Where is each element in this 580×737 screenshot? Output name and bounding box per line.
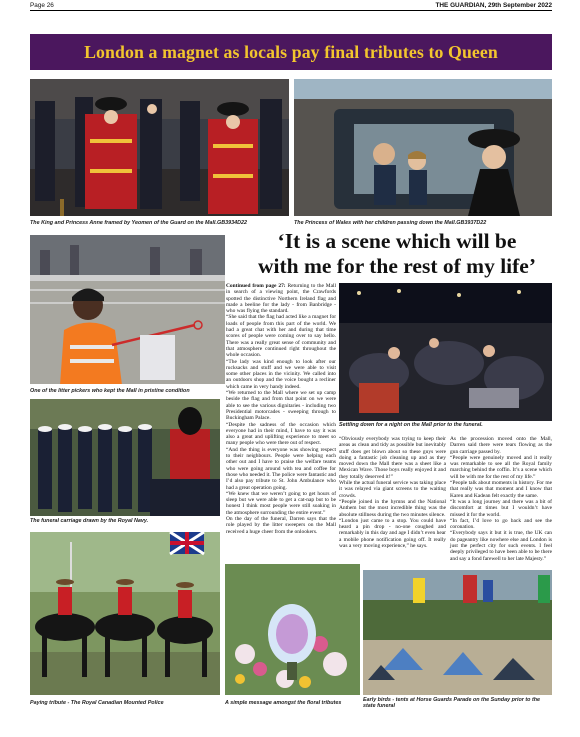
caption-night: Settling down for a night on the Mall prior to the funeral.: [339, 422, 483, 428]
article-paragraph: “She said that the flag had acted like a magnet for loads of people from this part of the world. We had a great chat with her and during that time scores of people were coming over to say hello. There was a really great sense of community and that atmosphere continued right throughout the whole occasion.: [226, 314, 336, 359]
article-headline: ‘It is a scene which will be with me for the rest of my life’: [257, 229, 537, 278]
article-paragraph: “London just came to a stop. You could have heard a pin drop - no-one coughed and remarkably in this day and age I didn’t even hear a mobile phone notification going off. It really was a very moving experience,” he says.: [339, 517, 446, 550]
article-column-3: [450, 436, 552, 562]
caption-navy: The funeral carriage drawn by the Royal Navy.: [30, 518, 149, 524]
article-paragraph: “Everybody says it but it is true, the UK can do pageantry like nowhere else and London is just the perfect city for such events. I feel deeply privileged to have been able to be there and say a fond farewell to her late Majesty.”: [450, 530, 552, 562]
caption-princess: The Princess of Wales with her children passing down the Mall.GB3937D22: [294, 220, 487, 226]
article-paragraph: Continued from page 27: Returning to the Mall in search of a viewing point, the Crawfords spotted the distinctive Northern Ireland flag and made a beeline for the lady - from Banbridge - who was flying the standard.: [226, 283, 336, 315]
article-column-1: [226, 283, 336, 535]
photo-yeomen: [30, 79, 289, 216]
photo-floral-message: [225, 564, 360, 695]
article-paragraph: “We knew that we weren’t going to get hours of sleep but we were able to get a cat-nap but to be honest I think most people were still soaking in the atmosphere surrounding the entire event.”: [226, 490, 336, 516]
photo-princess: [294, 79, 552, 216]
article-paragraph: “People were genuinely moved and it really was remarkable to see all the Royal family marching behind the coffin. It’s a scene which will be with me for the rest of my life.”: [450, 454, 552, 480]
photo-navy: [30, 399, 220, 516]
caption-yeomen: The King and Princess Anne framed by Yeomen of the Guard on the Mall.GB3934D22: [30, 220, 247, 226]
caption-tents: Early birds - tents at Horse Guards Parade on the Sunday prior to the state funeral: [363, 697, 541, 710]
page-header: [30, 0, 552, 11]
article-paragraph: “And the thing is everyone was showing respect to their neighbours. People were helping each other out and I have to praise the welfare teams who were going around with tea and coffee for those who needed it. The police were fantastic and I’d also pay tribute to St. John Ambulance who had a great operation going.: [226, 446, 336, 491]
article-paragraph: “It was a long journey and there was a bit of discomfort at times but I wouldn’t have missed it for the world.: [450, 498, 552, 518]
article-paragraph: “Despite the sadness of the occasion which everyone had in their mind, I have to say it was also a great and uplifting experience to meet so many people who were there out of respect.: [226, 421, 336, 447]
photo-tents: [363, 570, 552, 695]
article-paragraph: “We returned to the Mall where we set up camp beside the flag and from that point on we were able to see the various dignitaries - including two Presidential motorcades - sweeping through to Buckingham Palace.: [226, 390, 336, 422]
caption-mounties: Paying tribute - The Royal Canadian Mounted Police: [30, 700, 164, 706]
article-paragraph: “People joined in the hymns and the National Anthem but the most incredible thing was the absolute stillness during the two minutes silence.: [339, 498, 446, 518]
article-paragraph: “Obviously everybody was trying to keep their areas as clean and tidy as possible but inevitably stuff does get blown about so these guys were doing a fantastic job cleaning up and as they moved down the Mall there was a sheet like a Mexican Wave. Those boys really enjoyed it and they totally deserved it!”: [339, 436, 446, 480]
photo-litter-picker: [30, 235, 225, 384]
paper-dateline: THE GUARDIAN, 29th September 2022: [435, 1, 552, 9]
page-number: Page 26: [30, 1, 54, 9]
page-banner: [30, 34, 552, 70]
article-paragraph: On the day of the funeral, Darren says that the role played by the litter sweepers on the Mall received a huge cheer from the onlookers.: [226, 515, 336, 535]
caption-litter: One of the litter pickers who kept the Mall in pristine condition: [30, 388, 190, 394]
photo-night-camp: [339, 283, 552, 421]
article-paragraph: “The lady was kind enough to look after our rucksacks and stuff and we were able to visit some other places in the vicinity. We called into an outdoors shop and the voice bought a recliner which came in very handy indeed.: [226, 358, 336, 390]
article-paragraph: While the actual funeral service was taking place it was relayed via giant screens to the waiting crowds.: [339, 480, 446, 499]
article-paragraph: “People talk about moments in history. For me that really was that moment and I know that Karen and Kadean felt exactly the same.: [450, 480, 552, 499]
photo-mounties: [30, 532, 220, 695]
caption-message: A simple message amongst the floral tributes: [225, 700, 342, 706]
banner-title: London a magnet as locals pay final tributes to Queen: [84, 41, 498, 62]
article-paragraph: As the procession moved onto the Mall, Darren said there were tears flowing as the gun carriage passed by.: [450, 436, 552, 455]
article-column-2: [339, 436, 446, 549]
article-paragraph: “In fact, I’d love to go back and see the coronation.: [450, 517, 552, 531]
